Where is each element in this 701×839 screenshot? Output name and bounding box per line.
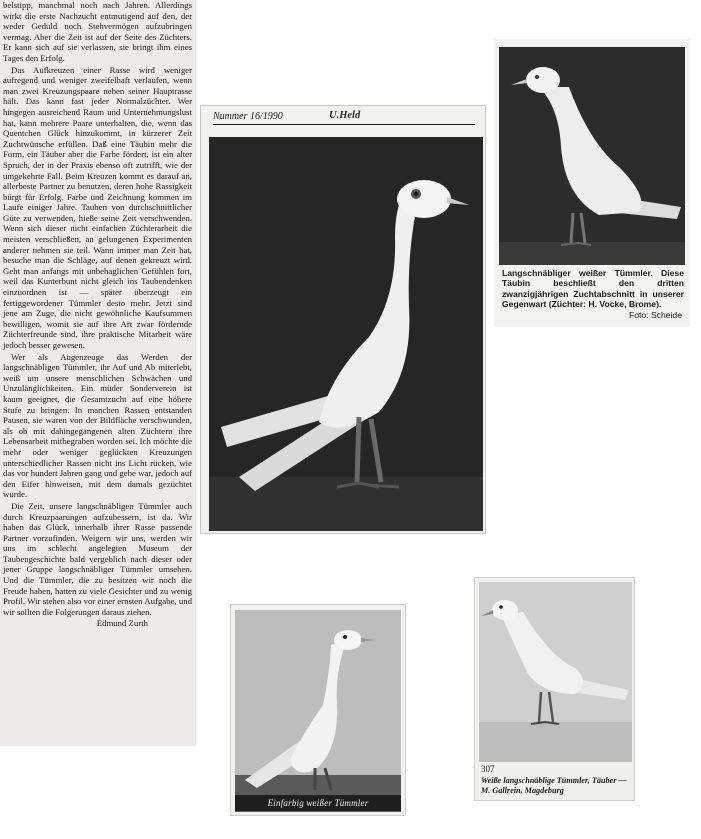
article-author: Edmund Zurth	[96, 618, 148, 629]
clipping-top-right	[494, 39, 690, 327]
clipping-main	[200, 105, 486, 534]
photo-number: 307	[481, 764, 495, 774]
pigeon-photo-main	[209, 137, 483, 531]
pigeon-photo-cock	[479, 582, 632, 762]
pigeon-photo-single-color	[235, 610, 401, 812]
photo-credit: Foto: Scheide	[628, 310, 682, 320]
issue-number: Nummer 16/1990	[213, 111, 283, 122]
photo-caption: Weiße langschnäblige Tümmler, Täuber — M. Gallrein, Magdeburg	[481, 776, 627, 795]
article-column	[0, 0, 196, 746]
article-paragraph: Wer als Augenzeuge das Werden der langschnäbligen Tümmler, ihr Auf und Ab miterlebt, weiß um unsere menschlichen Schwächen und Unzulänglichkeiten. Ein müder Sonderverein ist kaum geeignet, die Gesamtzucht auf eine höhere Stufe zu bringen. In manchen Rassen entstanden Pausen, sie waren von der Bildfläche verschwunden, als ob mit dahingegangenen alten Züchtern ihre Lebensarbeit mitbegraben worden sei. Ich möchte die mehr oder weniger geglückten Kreuzungen unterschiedlicher Rassen nicht ins Licht rücken, wie das vor hundert Jahren gang und gebe war, jedoch auf den Eifer hinweisen, mit dem damals gezüchtet wurde.	[3, 351, 192, 500]
clipping-bottom-left	[230, 604, 406, 816]
pigeon-photo-white-hen	[499, 47, 685, 265]
clipping-header	[213, 111, 475, 125]
photo-caption-band: Einfarbig weißer Tümmler	[235, 795, 401, 811]
article-paragraph: Das Aufkreuzen einer Rasse wird weniger aufregend und weniger zweifelhaft verlaufen, wenn man zwei Kreuzungspaare neben seiner Hauptrasse hält. Das kann fast jeder Normalzüchter. Wer hingegen ausreichend Raum und Unternehmungslust hat, kann mehrere Paare unterhalten, die, wenn das Quentchen Glück hinzukommt, in kürzerer Zeit Zuchtwünsche erfüllen. Daß eine Täubin mehr die Form, ein Täuber aber die Farbe fördert, ist ein alter Spruch, der in der Praxis ebenso oft zutrifft, wie der umgekehrte Fall. Beim Kreuzen kommt es darauf an, allerbeste Partner zu benutzen, deren hohe Rassigkeit bürgt für Erfolg. Farbe und Zeichnung kommen im Laufe einiger Jahre. Tauben von durchschnittlicher Güte zu verwenden, hieße seine Zeit verschwenden. Wenn sich dieser nicht einfachen Züchterarbeit die meisten verschließen, an gelungenen Experimenten anderer nehmen sie teil. Wann immer man Zeit hat, besuche man die Schläge, auf denen gekreuzt wird. Geht man anfangs mit unbehaglichen Gefühlen fort, weil das Kunterbunt nicht gleich ins Taubendenken einzuordnen ist — später überzeugt ein fertiggewordener Tümmler desto mehr. Jetzt sind jene am Zuge, die nicht gewöhnliche Kaufsummen bewilligen, womit sie auf ihre Art zwar fördernde Züchterfreunde sind, ihre praktische Mitarbeit wäre jedoch besser gewesen.	[3, 64, 192, 350]
clipping-bottom-right	[474, 577, 635, 801]
article-paragraph: belstipp, manchmal noch nach Jahren. Allerdings wirkt die erste Nachzucht entmutigend auf den, der weder Geduld noch Stehvermögen aufzubringen vermag. Aber die Zeit ist auf der Seite des Züchters. Er kann sich auf sie verlassen, sie bringt ihm eines Tages den Erfolg.	[3, 0, 192, 63]
photo-caption: Langschnäbliger weißer Tümmler. Diese Täubin beschließt den dritten zwanzigjährigen Zuchtabschnitt in unserer Gegenwart (Züchter: H. Vocke, Brome).	[502, 268, 684, 310]
handwritten-note: U.Held	[329, 110, 361, 121]
article-paragraph: Die Zeit, unsere langschnäbligen Tümmler auch durch Kreuzpaarungen aufzubessern, ist da. Wir haben das Glück, innerhalb ihrer Rasse passende Partner vorzufinden. Weigern wir uns, werden wir uns im schlecht angelegten Museum der Taubengeschichte bald vergeblich nach dieser oder jener Gruppe langschnäbliger Tümmler umsehen. Und die Tümmler, die zu besitzen wir noch die Freude haben, hatten zu viele Gesichter und zu wenig Profil. Wir stehen also vor einer ernsten Aufgabe, und wir sollten die Folgerungen daraus ziehen.	[3, 500, 192, 617]
